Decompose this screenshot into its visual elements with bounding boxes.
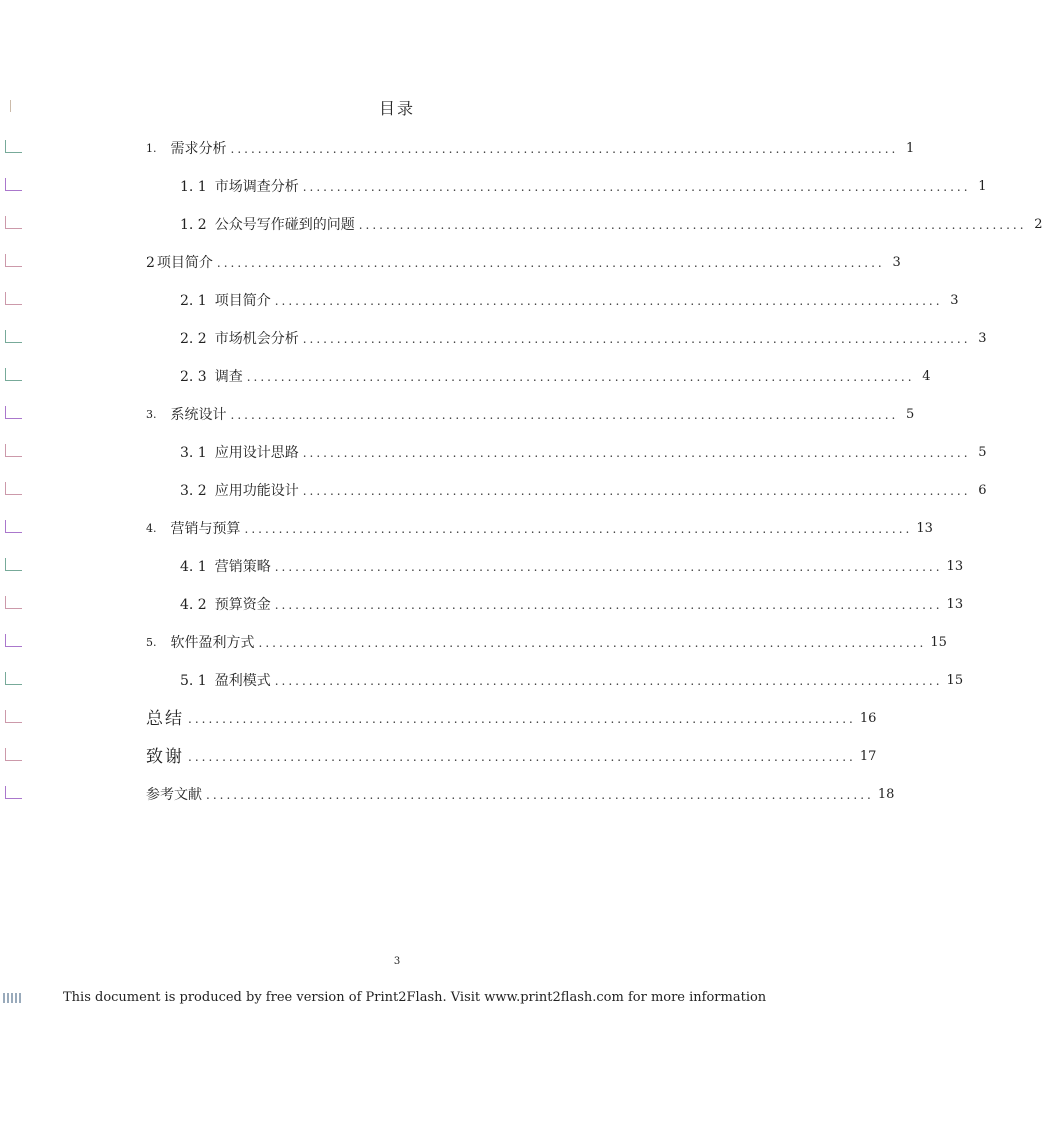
margin-marker bbox=[5, 292, 22, 305]
entry-page: 16 bbox=[859, 711, 877, 726]
toc-entry[interactable] bbox=[146, 516, 933, 538]
entry-page: 1 bbox=[978, 179, 987, 194]
toc-entry[interactable] bbox=[146, 250, 901, 272]
dot-leader: .................................................................................................. bbox=[302, 332, 971, 346]
toc-entry[interactable] bbox=[180, 174, 987, 196]
footer-notice: This document is produced by free version of Print2Flash. Visit www.print2flash.com for more information bbox=[63, 990, 767, 1005]
toc-entry[interactable] bbox=[146, 136, 915, 158]
margin-marker bbox=[5, 596, 22, 609]
dot-leader: .................................................................................................. bbox=[206, 788, 874, 802]
toc-entry[interactable] bbox=[180, 554, 964, 576]
dot-leader: .................................................................................................. bbox=[188, 750, 856, 764]
margin-marker bbox=[5, 444, 22, 457]
margin-marker bbox=[5, 178, 22, 191]
dot-leader: .................................................................................................. bbox=[188, 712, 856, 726]
margin-marker bbox=[5, 482, 22, 495]
dot-leader: .................................................................................................. bbox=[302, 180, 971, 194]
print2flash-logo-icon bbox=[3, 993, 23, 1003]
entry-page: 15 bbox=[930, 635, 947, 650]
dot-leader: .................................................................................................. bbox=[274, 598, 943, 612]
margin-marker bbox=[5, 786, 22, 799]
entry-label: 参考文献 bbox=[146, 787, 202, 803]
toc-entry[interactable] bbox=[146, 706, 877, 729]
dot-leader: .................................................................................................. bbox=[302, 446, 971, 460]
margin-marker bbox=[5, 254, 22, 267]
entry-label: 调查 bbox=[214, 369, 243, 385]
entry-page: 5 bbox=[978, 445, 987, 460]
margin-marker bbox=[5, 216, 22, 229]
entry-label: 营销与预算 bbox=[170, 521, 241, 537]
toc-entry[interactable] bbox=[180, 326, 987, 348]
entry-number: 4. 1 bbox=[180, 559, 207, 575]
toc-entry[interactable] bbox=[180, 668, 964, 690]
toc-entry[interactable] bbox=[180, 440, 987, 462]
entry-page: 13 bbox=[946, 597, 964, 612]
entry-number: 3. bbox=[146, 408, 157, 421]
toc-entry[interactable] bbox=[180, 288, 959, 310]
dot-leader: .................................................................................................. bbox=[358, 218, 1027, 232]
entry-label: 盈利模式 bbox=[214, 673, 271, 689]
dot-leader: .................................................................................................. bbox=[274, 674, 943, 688]
entry-number: 4. 2 bbox=[180, 597, 207, 613]
margin-marker bbox=[5, 558, 22, 571]
dot-leader: .................................................................................................. bbox=[230, 142, 899, 156]
dot-leader: .................................................................................................. bbox=[258, 636, 927, 650]
entry-number: 2. 2 bbox=[180, 331, 207, 347]
dot-leader: .................................................................................................. bbox=[302, 484, 971, 498]
entry-label: 市场机会分析 bbox=[214, 331, 299, 347]
entry-page: 17 bbox=[859, 749, 877, 764]
margin-marker bbox=[5, 634, 22, 647]
dot-leader: .................................................................................................. bbox=[216, 256, 885, 270]
entry-label: 需求分析 bbox=[170, 141, 227, 157]
dot-leader: .................................................................................................. bbox=[246, 370, 915, 384]
entry-label: 项目简介 bbox=[214, 293, 271, 309]
toc-title: 目录 bbox=[378, 99, 415, 118]
toc-entry[interactable] bbox=[180, 478, 987, 500]
margin-marker bbox=[5, 710, 22, 723]
toc-entry[interactable] bbox=[146, 744, 877, 767]
entry-number: 1. 2 bbox=[180, 217, 207, 233]
dot-leader: .................................................................................................. bbox=[274, 294, 943, 308]
margin-marker bbox=[5, 368, 22, 381]
dot-leader: .................................................................................................. bbox=[244, 522, 913, 536]
margin-marker bbox=[5, 672, 22, 685]
dot-leader: .................................................................................................. bbox=[274, 560, 943, 574]
entry-label: 系统设计 bbox=[170, 407, 227, 423]
entry-number: 2. 3 bbox=[180, 369, 207, 385]
page-number: 3 bbox=[393, 956, 401, 967]
entry-number: 4. bbox=[146, 522, 157, 535]
entry-page: 2 bbox=[1034, 217, 1043, 232]
entry-page: 3 bbox=[950, 293, 959, 308]
entry-page: 15 bbox=[946, 673, 964, 688]
entry-number: 3. 2 bbox=[180, 483, 207, 499]
entry-page: 13 bbox=[916, 521, 933, 536]
margin-marker bbox=[5, 406, 22, 419]
entry-number: 1. 1 bbox=[180, 179, 207, 195]
entry-number: 5. bbox=[146, 636, 157, 649]
toc-entry[interactable] bbox=[180, 364, 931, 386]
entry-label: 总结 bbox=[146, 709, 184, 729]
entry-number: 3. 1 bbox=[180, 445, 207, 461]
entry-page: 6 bbox=[978, 483, 987, 498]
entry-label: 营销策略 bbox=[214, 559, 271, 575]
entry-label: 项目简介 bbox=[156, 255, 213, 271]
entry-number: 2 bbox=[146, 255, 155, 271]
margin-marker bbox=[5, 140, 22, 153]
entry-label: 应用设计思路 bbox=[214, 445, 299, 461]
entry-label: 致谢 bbox=[146, 747, 184, 767]
entry-page: 4 bbox=[922, 369, 931, 384]
margin-marker bbox=[5, 520, 22, 533]
toc-entry[interactable] bbox=[180, 592, 964, 614]
entry-page: 1 bbox=[906, 141, 915, 156]
entry-page: 3 bbox=[978, 331, 987, 346]
toc-entry[interactable] bbox=[146, 630, 947, 652]
toc-entry[interactable] bbox=[146, 402, 915, 424]
entry-label: 应用功能设计 bbox=[214, 483, 299, 499]
margin-marker bbox=[5, 748, 22, 761]
dot-leader: .................................................................................................. bbox=[230, 408, 899, 422]
entry-number: 5. 1 bbox=[180, 673, 207, 689]
toc-entry[interactable] bbox=[146, 782, 895, 804]
entry-label: 市场调查分析 bbox=[214, 179, 299, 195]
entry-label: 预算资金 bbox=[214, 597, 271, 613]
margin-marker bbox=[5, 330, 22, 343]
entry-page: 13 bbox=[946, 559, 964, 574]
entry-page: 5 bbox=[906, 407, 915, 422]
entry-page: 18 bbox=[877, 787, 895, 802]
entry-label: 公众号写作碰到的问题 bbox=[214, 217, 355, 233]
entry-number: 2. 1 bbox=[180, 293, 207, 309]
entry-page: 3 bbox=[892, 255, 901, 270]
entry-label: 软件盈利方式 bbox=[170, 635, 255, 651]
toc-entry[interactable] bbox=[180, 212, 1043, 234]
entry-number: 1. bbox=[146, 142, 157, 155]
